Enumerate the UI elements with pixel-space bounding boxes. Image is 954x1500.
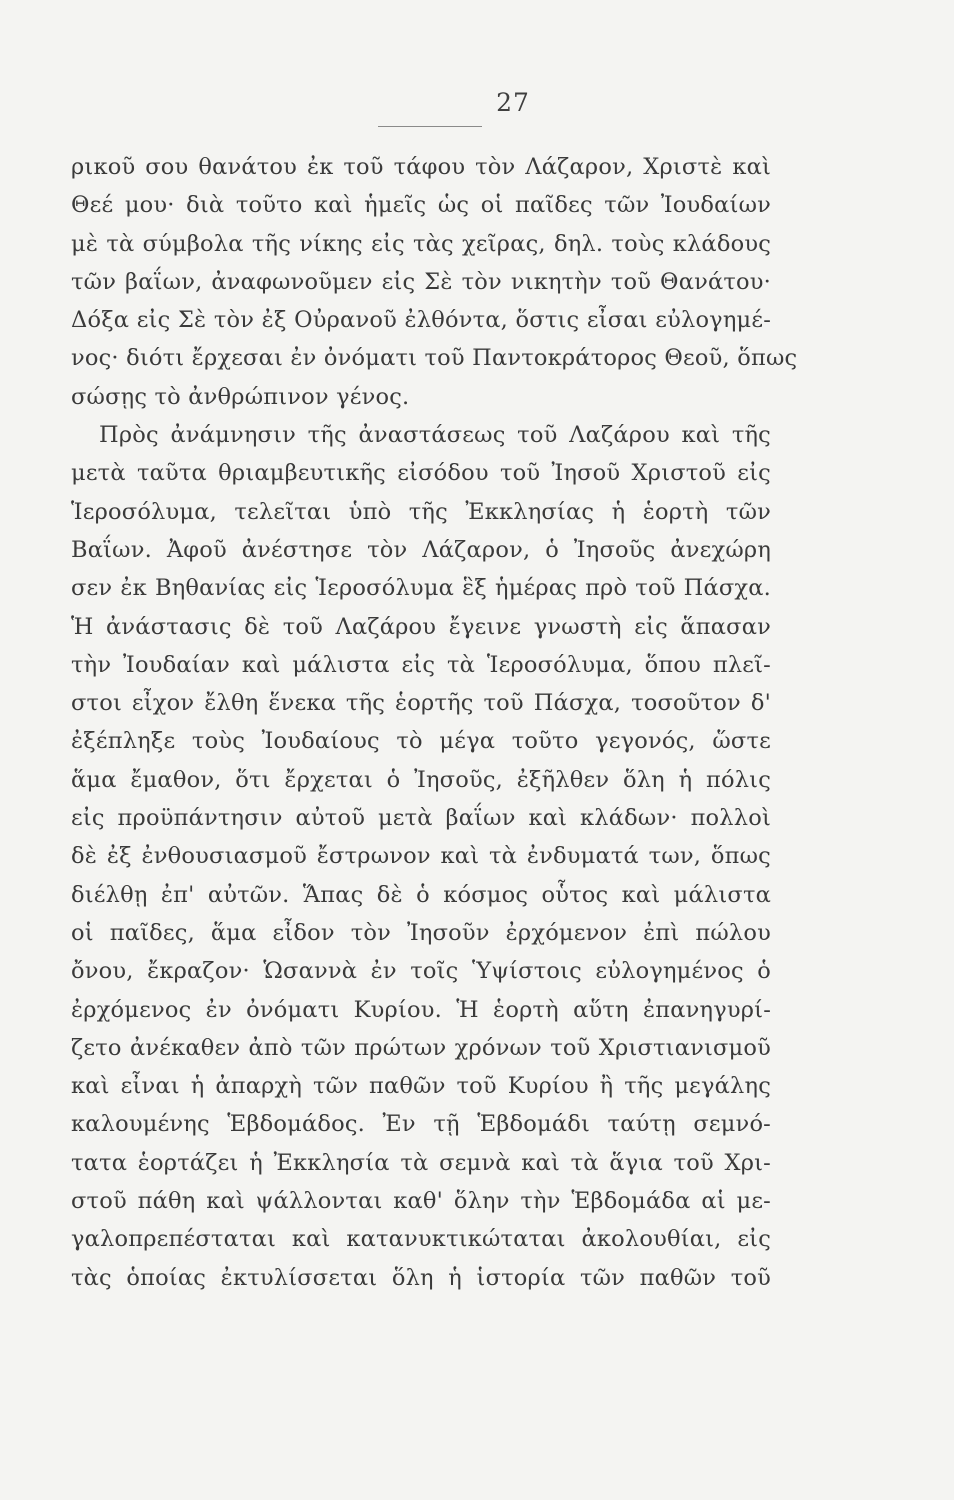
text-line: ζετο ἀνέκαθεν ἀπὸ τῶν πρώτων χρόνων τοῦ Χριστιανισμοῦ: [71, 1034, 771, 1061]
header-rule: [378, 126, 482, 127]
text-line: καὶ εἶναι ἡ ἀπαρχὴ τῶν παθῶν τοῦ Κυρίου ἢ τῆς μεγάλης: [71, 1073, 771, 1100]
text-line: ἐξέπληξε τοὺς Ἰουδαίους τὸ μέγα τοῦτο γεγονός, ὥστε: [71, 728, 771, 755]
text-line: τὴν Ἰουδαίαν καὶ μάλιστα εἰς τὰ Ἱεροσόλυμα, ὅπου πλεῖ-: [71, 651, 771, 678]
text-line: Βαΐων. Ἀφοῦ ἀνέστησε τὸν Λάζαρον, ὁ Ἰησοῦς ἀνεχώρη: [71, 536, 771, 563]
text-line: σεν ἐκ Βηθανίας εἰς Ἱεροσόλυμα ἓξ ἡμέρας πρὸ τοῦ Πάσχα.: [71, 575, 771, 602]
text-line: Ἱεροσόλυμα, τελεῖται ὑπὸ τῆς Ἐκκλησίας ἡ ἑορτὴ τῶν: [71, 498, 771, 525]
text-line: Θεέ μου· διὰ τοῦτο καὶ ἡμεῖς ὡς οἱ παῖδες τῶν Ἰουδαίων: [71, 192, 771, 219]
text-line: Δόξα εἰς Σὲ τὸν ἐξ Οὐρανοῦ ἐλθόντα, ὅστις εἶσαι εὐλογημέ-: [71, 307, 771, 334]
text-line: ὄνου, ἔκραζον· Ὡσαννὰ ἐν τοῖς Ὑψίστοις εὐλογημένος ὁ: [71, 958, 771, 985]
page-number: 27: [496, 88, 530, 117]
text-line: τατα ἑορτάζει ἡ Ἐκκλησία τὰ σεμνὰ καὶ τὰ ἅγια τοῦ Χρι-: [71, 1149, 771, 1176]
text-line: νος· διότι ἔρχεσαι ἐν ὀνόματι τοῦ Παντοκράτορος Θεοῦ, ὅπως: [71, 345, 798, 372]
text-line: τῶν βαΐων, ἀναφωνοῦμεν εἰς Σὲ τὸν νικητὴν τοῦ Θανάτου·: [71, 268, 771, 295]
text-line: διέλθῃ ἐπ' αὐτῶν. Ἅπας δὲ ὁ κόσμος οὗτος καὶ μάλιστα: [71, 881, 771, 908]
text-line: στοῦ πάθη καὶ ψάλλονται καθ' ὅλην τὴν Ἑβδομάδα αἱ με-: [71, 1188, 771, 1215]
text-line: ἐρχόμενος ἐν ὀνόματι Κυρίου. Ἡ ἑορτὴ αὕτη ἐπανηγυρί-: [71, 996, 771, 1023]
text-line: μὲ τὰ σύμβολα τῆς νίκης εἰς τὰς χεῖρας, δηλ. τοὺς κλάδους: [71, 230, 771, 257]
text-line: Ἡ ἀνάστασις δὲ τοῦ Λαζάρου ἔγεινε γνωστὴ εἰς ἅπασαν: [71, 613, 771, 640]
text-line: ρικοῦ σου θανάτου ἐκ τοῦ τάφου τὸν Λάζαρον, Χριστὲ καὶ: [71, 154, 771, 180]
text-line: μετὰ ταῦτα θριαμβευτικῆς εἰσόδου τοῦ Ἰησοῦ Χριστοῦ εἰς: [71, 460, 771, 487]
text-line: Πρὸς ἀνάμνησιν τῆς ἀναστάσεως τοῦ Λαζάρου καὶ τῆς: [99, 422, 771, 449]
text-line: δὲ ἐξ ἐνθουσιασμοῦ ἔστρωνον καὶ τὰ ἐνδυματά των, ὅπως: [71, 843, 771, 870]
text-line: καλουμένης Ἑβδομάδος. Ἐν τῇ Ἑβδομάδι ταύτῃ σεμνό-: [71, 1111, 771, 1138]
text-line: στοι εἶχον ἔλθη ἕνεκα τῆς ἑορτῆς τοῦ Πάσχα, τοσοῦτον δ': [71, 690, 771, 717]
text-line: οἱ παῖδες, ἅμα εἶδον τὸν Ἰησοῦν ἐρχόμενον ἐπὶ πώλου: [71, 919, 771, 946]
text-line: εἰς προϋπάντησιν αὐτοῦ μετὰ βαΐων καὶ κλάδων· πολλοὶ: [71, 805, 771, 832]
text-line: τὰς ὁποίας ἐκτυλίσσεται ὅλη ἡ ἱστορία τῶν παθῶν τοῦ: [71, 1264, 771, 1291]
text-line: σώσῃς τὸ ἀνθρώπινον γένος.: [71, 383, 410, 410]
text-line: γαλοπρεπέσταται καὶ κατανυκτικώταται ἀκολουθίαι, εἰς: [71, 1226, 771, 1253]
body-text: [71, 148, 798, 1297]
text-line: ἅμα ἔμαθον, ὅτι ἔρχεται ὁ Ἰησοῦς, ἐξῆλθεν ὅλη ἡ πόλις: [71, 766, 771, 793]
